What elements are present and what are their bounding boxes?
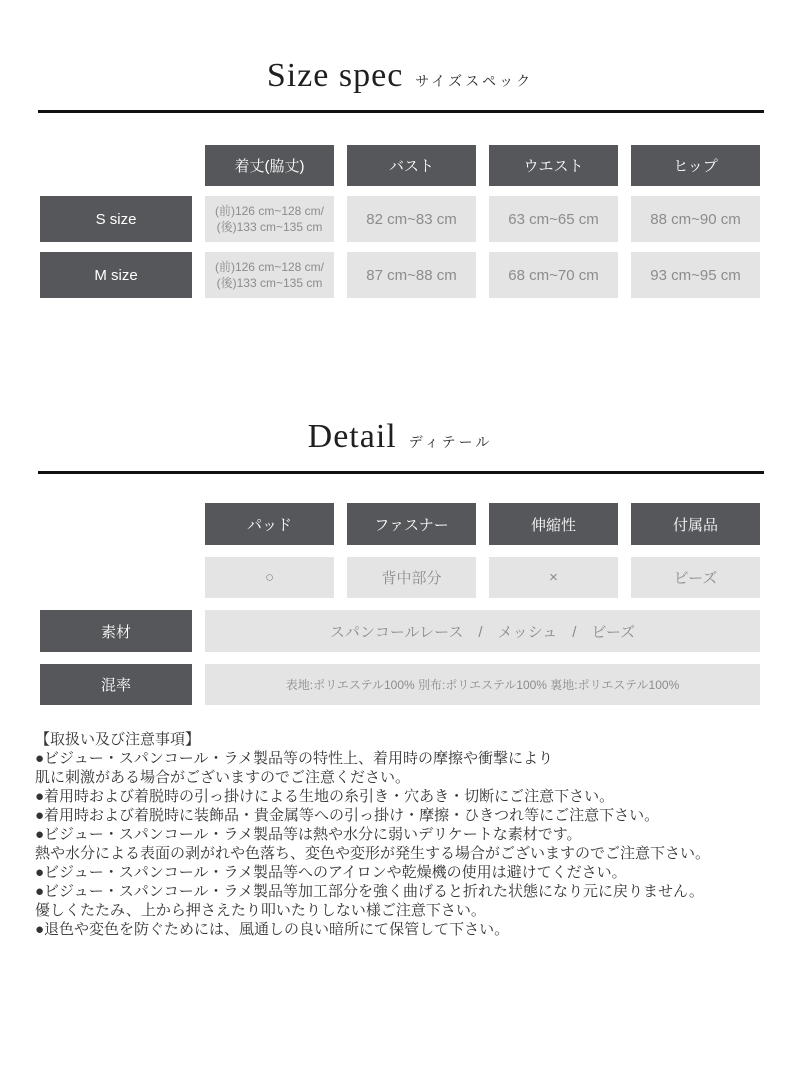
- col-header-bust: バスト: [347, 145, 476, 186]
- cell-s-waist: 63 cm~65 cm: [489, 196, 618, 242]
- col-header-waist: ウエスト: [489, 145, 618, 186]
- material-value: スパンコールレース / メッシュ / ビーズ: [205, 610, 760, 652]
- care-note-line: 熱や水分による表面の剥がれや色落ち、変色や変形が発生する場合がございますのでご注意下さい。: [35, 845, 711, 862]
- cell-m-length: [205, 252, 334, 298]
- blend-value: 表地:ポリエステル100% 別布:ポリエステル100% 裏地:ポリエステル100%: [205, 664, 760, 705]
- spec-corner-cell: [40, 145, 192, 186]
- col-header-hip: ヒップ: [631, 145, 760, 186]
- cell-stretch-value: ×: [489, 557, 618, 598]
- size-spec-title: [0, 0, 800, 102]
- blend-label: 混率: [40, 664, 192, 705]
- care-note-line: ●着用時および着脱時に装飾品・貴金属等への引っ掛け・摩擦・ひきつれ等にご注意下さい。: [35, 807, 660, 824]
- detail-table: [40, 503, 760, 705]
- cell-m-bust: 87 cm~88 cm: [347, 252, 476, 298]
- col-header-fastener: ファスナー: [347, 503, 476, 545]
- row-label-m-size: M size: [40, 252, 192, 298]
- care-note-line: ●着用時および着脱時の引っ掛けによる生地の糸引き・穴あき・切断にご注意下さい。: [35, 788, 615, 805]
- cell-s-length: [205, 196, 334, 242]
- care-note-line: ●退色や変色を防ぐためには、風通しの良い暗所にて保管して下さい。: [35, 921, 510, 938]
- care-note-line: ●ビジュー・スパンコール・ラメ製品等は熱や水分に弱いデリケートな素材です。: [35, 826, 582, 843]
- size-spec-title-en: Size spec: [266, 57, 404, 94]
- col-header-length: 着丈(脇丈): [205, 145, 334, 186]
- detail-corner-cell: [40, 503, 192, 545]
- care-note-line: ●ビジュー・スパンコール・ラメ製品等へのアイロンや乾燥機の使用は避けてください。: [35, 864, 627, 881]
- size-spec-divider: [38, 110, 764, 113]
- care-note-line: 肌に刺激がある場合がございますのでご注意ください。: [35, 769, 411, 786]
- material-label: 素材: [40, 610, 192, 652]
- care-notes: [35, 730, 770, 939]
- cell-m-length-front: (前)126 cm~128 cm/: [214, 260, 325, 274]
- size-spec-title-ja: サイズスペック: [415, 75, 534, 90]
- cell-m-hip: 93 cm~95 cm: [631, 252, 760, 298]
- care-note-line: ●ビジュー・スパンコール・ラメ製品等の特性上、着用時の摩擦や衝撃により: [35, 750, 554, 767]
- detail-empty-cell: [40, 557, 192, 598]
- detail-title: [0, 418, 800, 463]
- size-spec-table: [40, 145, 760, 298]
- col-header-pad: パッド: [205, 503, 334, 545]
- detail-title-en: Detail: [307, 418, 397, 455]
- care-note-line: 優しくたたみ、上から押さえたり叩いたりしない様ご注意下さい。: [35, 902, 486, 919]
- cell-pad-value: ○: [205, 557, 334, 598]
- cell-s-hip: 88 cm~90 cm: [631, 196, 760, 242]
- detail-divider: [38, 471, 764, 474]
- cell-m-waist: 68 cm~70 cm: [489, 252, 618, 298]
- care-note-line: ●ビジュー・スパンコール・ラメ製品等加工部分を強く曲げると折れた状態になり元に戻りません。: [35, 883, 704, 900]
- cell-s-bust: 82 cm~83 cm: [347, 196, 476, 242]
- cell-accessory-value: ビーズ: [631, 557, 760, 598]
- cell-s-length-front: (前)126 cm~128 cm/: [214, 204, 325, 218]
- care-notes-heading: 【取扱い及び注意事項】: [35, 731, 201, 748]
- cell-s-length-back: (後)133 cm~135 cm: [216, 220, 323, 234]
- col-header-accessory: 付属品: [631, 503, 760, 545]
- cell-fastener-value: 背中部分: [347, 557, 476, 598]
- col-header-stretch: 伸縮性: [489, 503, 618, 545]
- detail-title-ja: ディテール: [408, 436, 493, 451]
- row-label-s-size: S size: [40, 196, 192, 242]
- cell-m-length-back: (後)133 cm~135 cm: [216, 276, 323, 290]
